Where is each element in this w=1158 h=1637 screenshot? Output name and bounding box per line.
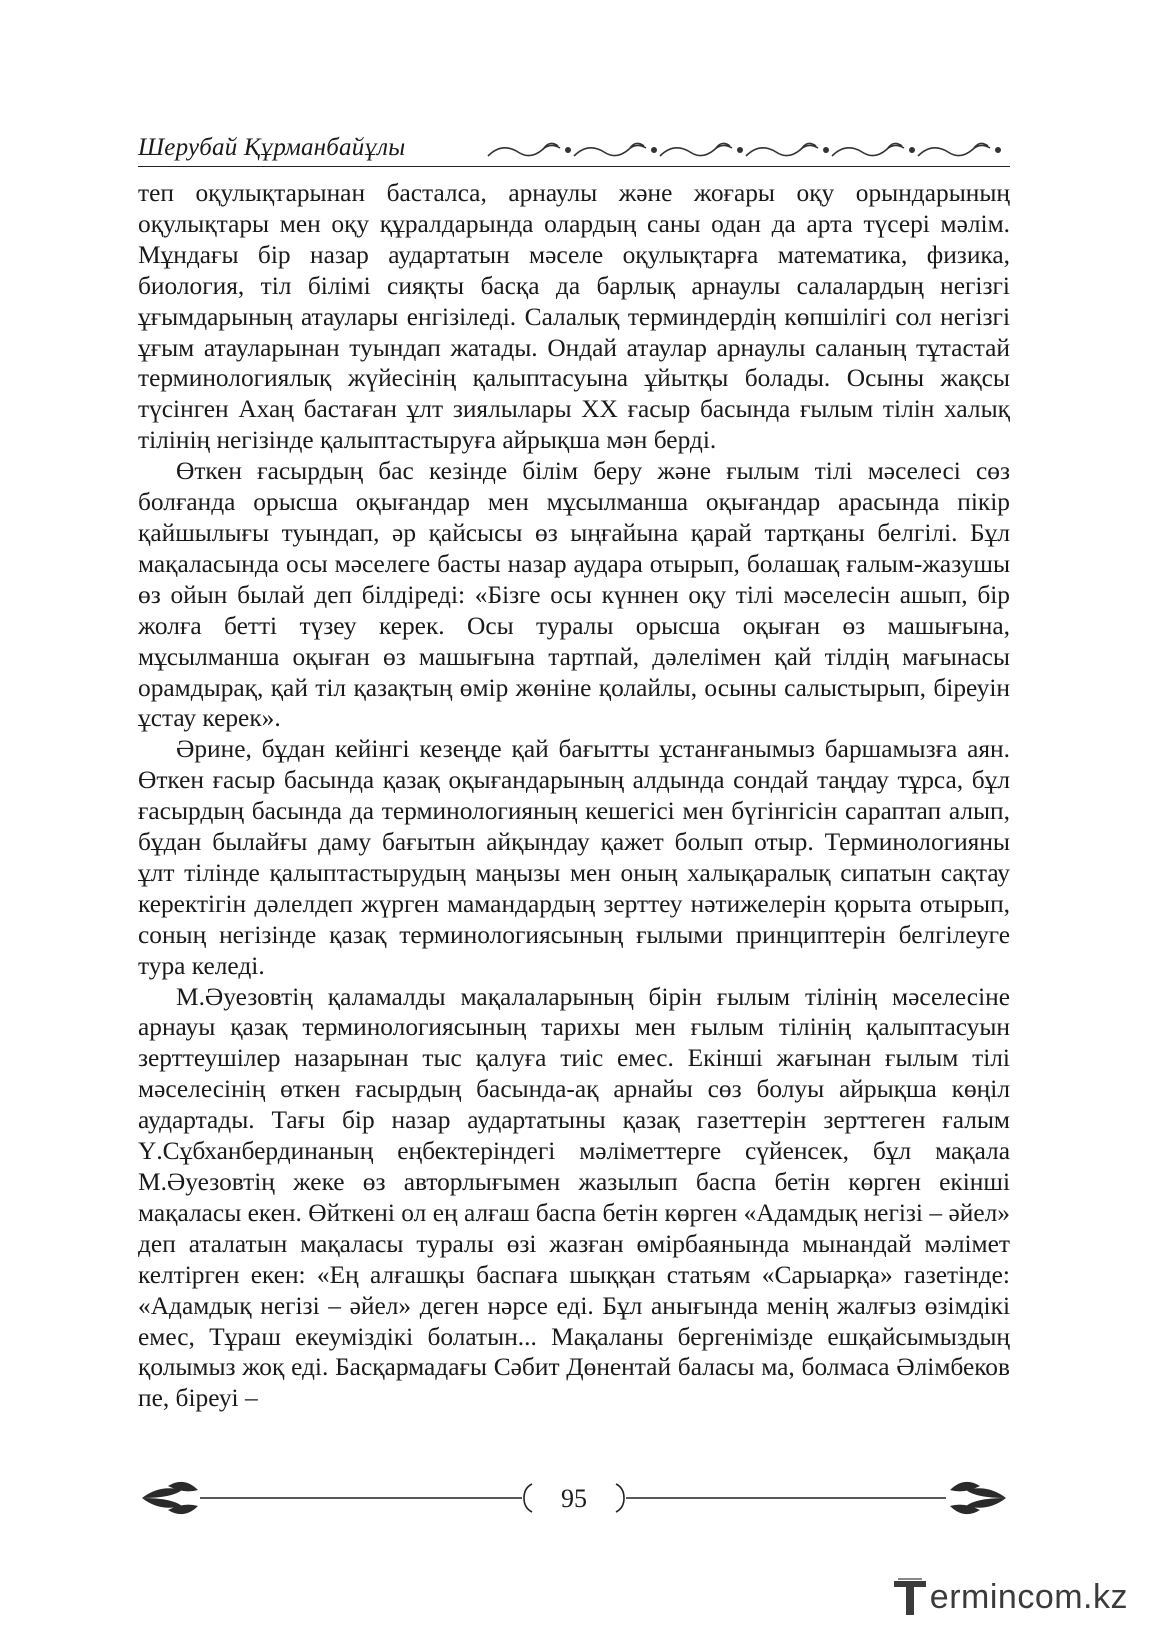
watermark — [890, 1575, 1128, 1619]
termincom-logo-icon — [890, 1575, 930, 1619]
header-ornament — [484, 132, 1010, 166]
paragraph: теп оқулықтарынан басталса, арнаулы және жоғары оқу орындарының оқулықтары мен оқу құралдарында олардың саны одан да арта түсері мәлім. Мұндағы бір назар аудартатын мәселе оқулықтарға математика, физика, биология, тіл білімі сияқты басқа да барлық арнаулы салалардың негізгі ұғымдарының атаулары енгізіледі. Салалық терминдердің көпшілігі сол негізгі ұғым атауларынан туындап жатады. Ондай атаулар арнаулы саланың тұтастай терминологиялық жүйесінің қалыптасуына ұйытқы болады. Осыны жақсы түсінген Ахаң бастаған ұлт зиялылары ХХ ғасыр басында ғылым тілін халық тілінің негізінде қалыптастыруға айрықша мән берді. — [138, 179, 1010, 455]
paragraph: М.Әуезовтің қаламалды мақалаларының бірін ғылым тілінің мәселесіне арнауы қазақ терминологиясының тарихы мен ғылым тілінің қалыптасуын зерттеушілер назарынан тыс қалуға тиіс емес. Екінші жағынан ғылым тілі мәселесінің өткен ғасырдың басында-ақ арнайы сөз болуы айрықша көңіл аудартады. Тағы бір назар аудартатыны қазақ газеттерін зерттеген ғалым Ү.Сұбханбердинаның еңбектеріндегі мәліметтерге сүйенсек, бұл мақала М.Әуезовтің жеке өз авторлығымен жазылып баспа бетін көрген екінші мақаласы екен. Өйткені ол ең алғаш баспа бетін көрген «Адамдық негізі – әйел» деп аталатын мақаласы туралы өзі жазған өмірбаянында мынандай мәлімет келтірген екен: «Ең алғашқы баспаға шыққан статьям «Сарыарқа» газетінде: «Адамдық негізі – әйел» деген нәрсе еді. Бұл анығында менің жалғыз өзімдікі емес, Тұраш екеуміздікі болатын... Мақаланы бергенімізде ешқайсымыздың қолымыз жоқ еді. Басқармадағы Сәбит Дөнентай баласы ма, болмаса Әлімбеков пе, біреуі – — [138, 982, 1010, 1413]
running-header — [138, 132, 1010, 172]
watermark-text: ermincom.kz — [929, 1577, 1128, 1616]
page-number: 95 — [561, 1484, 587, 1513]
header-author: Шерубай Құрманбайұлы — [138, 134, 406, 161]
header-rule — [138, 166, 1010, 167]
paragraph: Әрине, бұдан кейінгі кезеңде қай бағытты ұстанғанымыз баршамызға аян. Өткен ғасыр басында қазақ оқығандарының алдында сондай таңдау тұрса, бұл ғасырдың басында да терминологияның кешегісі мен бүгінгісін сараптап алып, бұдан былайғы даму бағытын айқындау қажет болып отыр. Терминологияны ұлт тілінде қалыптастырудың маңызы мен оның халықаралық сипатын сақтау керектігін дәлелдеп жүрген мамандардың зерттеу нәтижелерін қорыта отырып, соның негізінде қазақ терминологиясының ғылыми принциптерін белгілеуге тура келеді. — [138, 735, 1010, 980]
body-text — [138, 178, 1010, 1414]
paragraph: Өткен ғасырдың бас кезінде білім беру және ғылым тілі мәселесі сөз болғанда орысша оқығандар мен мұсылманша оқығандар арасында пікір қайшылығы туындап, әр қайсысы өз ыңғайына қарай тартқаны белгілі. Бұл мақаласында осы мәселеге басты назар аудара отырып, болашақ ғалым-жазушы өз ойын былай деп білдіреді: «Бізге осы күннен оқу тілі мәселесін ашып, бір жолға бетті түзеу керек. Осы туралы орысша оқыған өз машығына, мұсылманша оқыған өз машығына тартпай, дәлелімен қай тілдің мағынасы орамдырақ, қай тіл қазақтың өмір жөніне қолайлы, осыны салыстырып, біреуін ұстау керек». — [138, 457, 1010, 733]
page-footer — [138, 1472, 1010, 1532]
